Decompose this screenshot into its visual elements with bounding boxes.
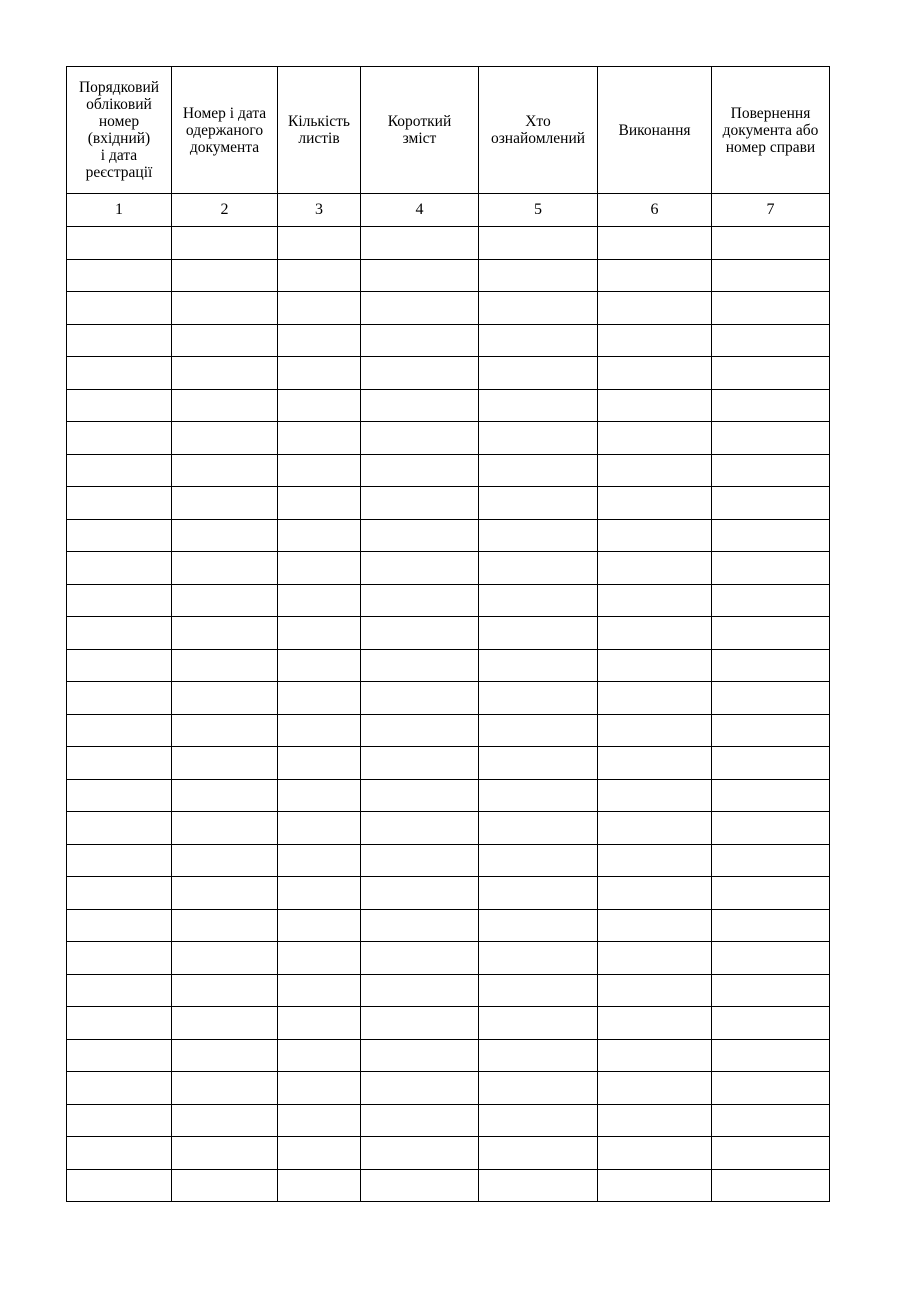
table-cell	[172, 1072, 278, 1105]
table-cell	[598, 552, 712, 585]
table-cell	[361, 812, 479, 845]
table-cell	[67, 487, 172, 520]
table-cell	[278, 292, 361, 325]
table-cell	[67, 617, 172, 650]
table-cell	[598, 649, 712, 682]
table-cell	[712, 1169, 830, 1202]
table-cell	[361, 259, 479, 292]
table-cell	[712, 974, 830, 1007]
table-cell	[712, 552, 830, 585]
table-cell	[67, 877, 172, 910]
table-cell	[361, 1007, 479, 1040]
table-cell	[172, 1007, 278, 1040]
table-cell	[361, 324, 479, 357]
table-cell	[361, 1039, 479, 1072]
table-cell	[172, 389, 278, 422]
table-cell	[172, 942, 278, 975]
table-cell	[479, 454, 598, 487]
table-cell	[278, 779, 361, 812]
column-number-3: 3	[278, 194, 361, 227]
table-cell	[67, 519, 172, 552]
table-row	[67, 422, 830, 455]
table-cell	[67, 812, 172, 845]
table-row	[67, 877, 830, 910]
table-cell	[361, 1104, 479, 1137]
table-cell	[598, 682, 712, 715]
table-row	[67, 487, 830, 520]
header-document-number-date: Номер і дата одержаного документа	[172, 67, 278, 194]
table-cell	[712, 454, 830, 487]
table-cell	[361, 584, 479, 617]
table-cell	[479, 584, 598, 617]
table-cell	[598, 779, 712, 812]
table-cell	[172, 649, 278, 682]
table-cell	[712, 682, 830, 715]
table-cell	[479, 714, 598, 747]
table-cell	[172, 812, 278, 845]
table-cell	[172, 844, 278, 877]
table-cell	[172, 422, 278, 455]
table-cell	[712, 779, 830, 812]
table-row	[67, 389, 830, 422]
table-row	[67, 812, 830, 845]
table-cell	[67, 714, 172, 747]
table-cell	[479, 227, 598, 260]
table-cell	[479, 389, 598, 422]
table-cell	[172, 259, 278, 292]
table-row	[67, 714, 830, 747]
table-cell	[172, 227, 278, 260]
table-row	[67, 324, 830, 357]
table-cell	[598, 942, 712, 975]
table-cell	[712, 519, 830, 552]
table-cell	[598, 324, 712, 357]
table-cell	[598, 974, 712, 1007]
table-row	[67, 1007, 830, 1040]
table-cell	[278, 844, 361, 877]
table-cell	[712, 877, 830, 910]
table-row	[67, 844, 830, 877]
table-cell	[361, 942, 479, 975]
table-cell	[67, 1169, 172, 1202]
table-cell	[172, 552, 278, 585]
table-cell	[598, 1169, 712, 1202]
table-cell	[712, 389, 830, 422]
table-cell	[67, 552, 172, 585]
table-cell	[278, 649, 361, 682]
column-number-6: 6	[598, 194, 712, 227]
table-cell	[67, 584, 172, 617]
table-cell	[598, 519, 712, 552]
table-cell	[479, 324, 598, 357]
column-number-4: 4	[361, 194, 479, 227]
table-row	[67, 682, 830, 715]
table-cell	[479, 487, 598, 520]
table-row	[67, 779, 830, 812]
table-cell	[361, 877, 479, 910]
table-cell	[712, 584, 830, 617]
register-body	[67, 227, 830, 1202]
table-cell	[479, 649, 598, 682]
table-cell	[479, 552, 598, 585]
table-cell	[361, 389, 479, 422]
table-cell	[598, 389, 712, 422]
table-cell	[598, 747, 712, 780]
table-cell	[361, 649, 479, 682]
table-cell	[712, 649, 830, 682]
header-return-or-case-number: Повернення документа або номер справи	[712, 67, 830, 194]
table-cell	[598, 1072, 712, 1105]
table-row	[67, 292, 830, 325]
table-cell	[172, 714, 278, 747]
table-cell	[172, 1039, 278, 1072]
table-cell	[479, 1169, 598, 1202]
table-cell	[712, 1104, 830, 1137]
table-row	[67, 357, 830, 390]
table-cell	[598, 1039, 712, 1072]
table-row	[67, 1072, 830, 1105]
table-cell	[278, 1104, 361, 1137]
table-cell	[172, 454, 278, 487]
table-cell	[278, 422, 361, 455]
table-cell	[67, 324, 172, 357]
table-cell	[278, 812, 361, 845]
table-cell	[479, 747, 598, 780]
table-cell	[278, 942, 361, 975]
table-cell	[278, 324, 361, 357]
table-cell	[712, 1007, 830, 1040]
column-number-2: 2	[172, 194, 278, 227]
table-cell	[172, 1104, 278, 1137]
table-cell	[172, 292, 278, 325]
table-row	[67, 909, 830, 942]
table-row	[67, 259, 830, 292]
column-number-1: 1	[67, 194, 172, 227]
table-row	[67, 1104, 830, 1137]
table-cell	[67, 422, 172, 455]
table-cell	[67, 357, 172, 390]
column-number-7: 7	[712, 194, 830, 227]
table-cell	[67, 844, 172, 877]
table-cell	[712, 357, 830, 390]
table-cell	[598, 909, 712, 942]
table-cell	[172, 877, 278, 910]
table-cell	[361, 454, 479, 487]
table-cell	[479, 1104, 598, 1137]
table-cell	[361, 292, 479, 325]
table-cell	[361, 714, 479, 747]
table-cell	[479, 909, 598, 942]
table-cell	[278, 519, 361, 552]
table-cell	[172, 747, 278, 780]
header-row	[67, 67, 830, 194]
table-cell	[598, 357, 712, 390]
table-cell	[278, 747, 361, 780]
table-row	[67, 942, 830, 975]
header-acquainted: Хто ознайомлений	[479, 67, 598, 194]
table-cell	[361, 1169, 479, 1202]
table-cell	[278, 357, 361, 390]
document-register-table	[66, 66, 830, 1202]
table-cell	[67, 779, 172, 812]
table-cell	[361, 357, 479, 390]
table-cell	[712, 292, 830, 325]
table-cell	[598, 487, 712, 520]
table-cell	[598, 1137, 712, 1170]
table-cell	[361, 519, 479, 552]
table-cell	[479, 519, 598, 552]
table-cell	[278, 1137, 361, 1170]
table-cell	[361, 844, 479, 877]
table-cell	[479, 422, 598, 455]
table-cell	[361, 747, 479, 780]
table-cell	[278, 1072, 361, 1105]
table-cell	[172, 1137, 278, 1170]
table-cell	[361, 779, 479, 812]
table-cell	[598, 454, 712, 487]
table-row	[67, 1039, 830, 1072]
table-cell	[67, 1007, 172, 1040]
table-row	[67, 1169, 830, 1202]
column-number-row	[67, 194, 830, 227]
table-row	[67, 1137, 830, 1170]
table-cell	[361, 682, 479, 715]
table-cell	[67, 974, 172, 1007]
table-cell	[278, 714, 361, 747]
table-cell	[278, 389, 361, 422]
table-cell	[278, 617, 361, 650]
table-cell	[278, 1007, 361, 1040]
table-cell	[598, 292, 712, 325]
table-cell	[278, 1169, 361, 1202]
table-cell	[479, 942, 598, 975]
table-cell	[712, 714, 830, 747]
table-cell	[278, 584, 361, 617]
table-row	[67, 519, 830, 552]
table-row	[67, 584, 830, 617]
table-cell	[67, 454, 172, 487]
table-cell	[479, 259, 598, 292]
table-cell	[278, 454, 361, 487]
table-cell	[598, 812, 712, 845]
table-cell	[598, 617, 712, 650]
table-cell	[67, 1137, 172, 1170]
table-cell	[278, 552, 361, 585]
table-cell	[712, 812, 830, 845]
table-cell	[479, 1007, 598, 1040]
table-cell	[479, 682, 598, 715]
table-cell	[479, 1039, 598, 1072]
header-execution: Виконання	[598, 67, 712, 194]
table-cell	[712, 324, 830, 357]
table-cell	[67, 1039, 172, 1072]
table-cell	[598, 259, 712, 292]
table-cell	[712, 909, 830, 942]
table-cell	[67, 649, 172, 682]
table-cell	[67, 942, 172, 975]
table-cell	[67, 292, 172, 325]
table-cell	[598, 227, 712, 260]
table-cell	[278, 259, 361, 292]
table-cell	[598, 1104, 712, 1137]
table-cell	[67, 747, 172, 780]
table-cell	[361, 974, 479, 1007]
table-cell	[172, 519, 278, 552]
table-cell	[172, 487, 278, 520]
table-cell	[479, 779, 598, 812]
table-cell	[67, 909, 172, 942]
column-number-5: 5	[479, 194, 598, 227]
table-cell	[712, 422, 830, 455]
table-row	[67, 974, 830, 1007]
table-cell	[172, 974, 278, 1007]
table-cell	[479, 292, 598, 325]
table-cell	[712, 1039, 830, 1072]
table-cell	[172, 909, 278, 942]
table-cell	[67, 682, 172, 715]
table-row	[67, 227, 830, 260]
table-cell	[172, 584, 278, 617]
table-cell	[278, 682, 361, 715]
table-cell	[172, 357, 278, 390]
table-cell	[361, 552, 479, 585]
table-cell	[712, 942, 830, 975]
table-cell	[361, 617, 479, 650]
table-cell	[712, 617, 830, 650]
table-row	[67, 552, 830, 585]
table-cell	[361, 227, 479, 260]
table-cell	[712, 844, 830, 877]
table-cell	[479, 617, 598, 650]
table-row	[67, 747, 830, 780]
table-cell	[479, 974, 598, 1007]
table-row	[67, 617, 830, 650]
table-cell	[278, 1039, 361, 1072]
table-cell	[479, 812, 598, 845]
table-cell	[278, 909, 361, 942]
table-cell	[278, 227, 361, 260]
header-summary: Короткий зміст	[361, 67, 479, 194]
table-cell	[479, 1137, 598, 1170]
table-row	[67, 454, 830, 487]
table-cell	[361, 1072, 479, 1105]
table-cell	[598, 584, 712, 617]
table-cell	[712, 1072, 830, 1105]
table-cell	[712, 227, 830, 260]
table-cell	[67, 1104, 172, 1137]
table-cell	[598, 1007, 712, 1040]
table-cell	[598, 714, 712, 747]
table-cell	[172, 324, 278, 357]
header-registration-number: Порядковий обліковий номер (вхідний) і дата реєстрації	[67, 67, 172, 194]
table-cell	[479, 844, 598, 877]
table-cell	[712, 1137, 830, 1170]
table-cell	[712, 747, 830, 780]
table-cell	[278, 974, 361, 1007]
table-cell	[479, 1072, 598, 1105]
table-cell	[278, 487, 361, 520]
table-cell	[712, 259, 830, 292]
table-cell	[479, 357, 598, 390]
table-cell	[172, 779, 278, 812]
table-cell	[712, 487, 830, 520]
table-cell	[172, 682, 278, 715]
table-cell	[479, 877, 598, 910]
table-cell	[361, 909, 479, 942]
table-cell	[361, 422, 479, 455]
header-sheet-count: Кількість листів	[278, 67, 361, 194]
table-cell	[361, 1137, 479, 1170]
table-cell	[67, 227, 172, 260]
table-cell	[172, 1169, 278, 1202]
table-row	[67, 649, 830, 682]
table-cell	[361, 487, 479, 520]
table-cell	[598, 422, 712, 455]
table-cell	[598, 877, 712, 910]
table-cell	[67, 259, 172, 292]
table-cell	[598, 844, 712, 877]
table-cell	[67, 389, 172, 422]
table-cell	[67, 1072, 172, 1105]
table-cell	[172, 617, 278, 650]
table-cell	[278, 877, 361, 910]
